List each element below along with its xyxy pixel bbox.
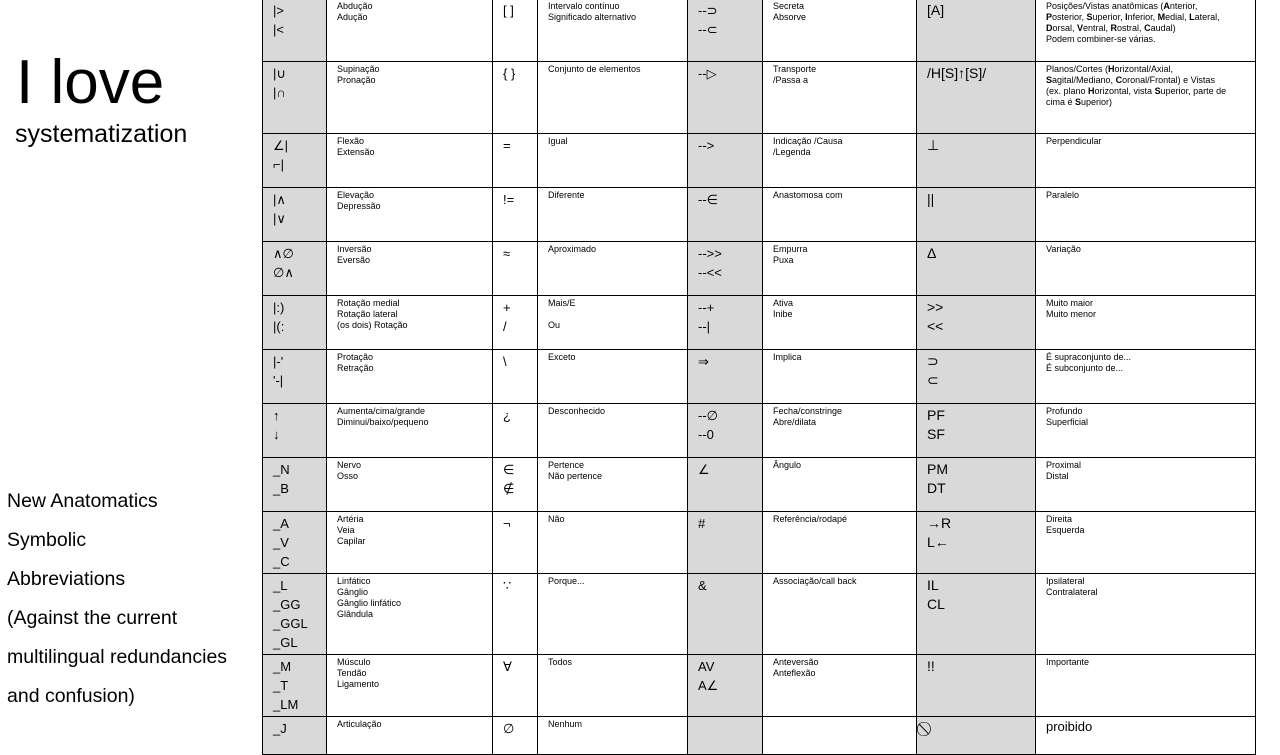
text-segment: nferior, (1127, 12, 1158, 22)
description-cell: Fecha/constringe Abre/dilata (763, 404, 917, 458)
table-row (263, 574, 1256, 655)
symbol-cell: = (493, 134, 538, 188)
symbol-cell: ⇒ (688, 350, 763, 404)
symbol-cell: IL CL (917, 574, 1036, 655)
description-cell: Direita Esquerda (1036, 512, 1256, 574)
bold-initial: V (1077, 23, 1084, 33)
description-cell: Elevação Depressão (327, 188, 493, 242)
description-cell: Perpendicular (1036, 134, 1256, 188)
description-cell: Anastomosa com (763, 188, 917, 242)
description-line (1046, 12, 1247, 23)
description-cell: Não (538, 512, 688, 574)
description-cell: Nervo Osso (327, 458, 493, 512)
description-cell: Exceto (538, 350, 688, 404)
caption-line: multilingual redundancies (7, 646, 228, 668)
description-line (1046, 64, 1247, 75)
text-segment: Planos/Cortes ( (1046, 64, 1109, 74)
description-cell: Paralelo (1036, 188, 1256, 242)
text-segment: orsal, (1052, 23, 1078, 33)
symbol-cell: PF SF (917, 404, 1036, 458)
caption-line: (Against the current (7, 607, 178, 629)
table-row (263, 296, 1256, 350)
description-cell: Referência/rodapé (763, 512, 917, 574)
bold-initial: H (1088, 86, 1095, 96)
description-cell: Implica (763, 350, 917, 404)
symbol-cell: & (688, 574, 763, 655)
bold-initial: C (1144, 23, 1151, 33)
symbol-cell: [A] (917, 0, 1036, 62)
bold-initial: R (1110, 23, 1118, 33)
caption-line: and confusion) (7, 685, 135, 707)
description-cell: Ativa Inibe (763, 296, 917, 350)
rich-description-cell (1036, 0, 1256, 62)
description-cell: Artéria Veia Capilar (327, 512, 493, 574)
symbol-cell: + / (493, 296, 538, 350)
description-cell: Indicação /Causa /Legenda (763, 134, 917, 188)
table-row (263, 717, 1256, 755)
table-row (263, 134, 1256, 188)
symbol-cell: /H[S]↑[S]/ (917, 62, 1036, 134)
description-cell: Músculo Tendão Ligamento (327, 655, 493, 717)
text-segment: uperior, (1092, 12, 1126, 22)
symbol-cell: ∠| ⌐| (263, 134, 327, 188)
description-cell (763, 717, 917, 755)
symbol-cell: |> |< (263, 0, 327, 62)
symbol-cell: _J (263, 717, 327, 755)
symbol-cell: { } (493, 62, 538, 134)
text-segment: orizontal, vista (1094, 86, 1155, 96)
table-row (263, 0, 1256, 62)
description-cell: Conjunto de elementos (538, 62, 688, 134)
symbol-cell: -->> --<< (688, 242, 763, 296)
bold-initial: A (1163, 1, 1170, 11)
text-segment: entral, (1083, 23, 1111, 33)
symbol-cell: >> << (917, 296, 1036, 350)
description-cell: Flexão Extensão (327, 134, 493, 188)
symbol-cell: --▷ (688, 62, 763, 134)
description-cell: Desconhecido (538, 404, 688, 458)
description-cell: Igual (538, 134, 688, 188)
symbol-cell: →R L← (917, 512, 1036, 574)
page-title: I love (16, 48, 165, 117)
symbol-cell: ⊥ (917, 134, 1036, 188)
symbol-cell: ⊃ ⊂ (917, 350, 1036, 404)
bold-initial: S (1046, 75, 1053, 85)
symbol-cell: _M _T _LM (263, 655, 327, 717)
description-cell: Associação/call back (763, 574, 917, 655)
description-cell: Pertence Não pertence (538, 458, 688, 512)
description-line (1046, 97, 1247, 108)
symbol-cell: \ (493, 350, 538, 404)
symbol-cell: || (917, 188, 1036, 242)
bold-initial: H (1108, 64, 1115, 74)
description-line (1046, 34, 1247, 45)
text-segment: osterior, (1052, 12, 1087, 22)
page-subtitle: systematization (15, 120, 188, 148)
symbol-cell (917, 717, 1036, 755)
text-segment: ateral, (1194, 12, 1220, 22)
symbol-cell: Δ (917, 242, 1036, 296)
text-segment: cima é (1046, 97, 1076, 107)
table-row (263, 188, 1256, 242)
text-segment: audal) (1150, 23, 1176, 33)
symbol-cell: |-' '-| (263, 350, 327, 404)
bold-initial: S (1075, 97, 1082, 107)
bold-initial: D (1046, 23, 1053, 33)
description-line (1046, 86, 1247, 97)
symbol-cell: --∈ (688, 188, 763, 242)
bold-initial: C (1115, 75, 1123, 85)
description-cell: Aproximado (538, 242, 688, 296)
caption-line: New Anatomatics (7, 490, 158, 512)
description-line (1046, 1, 1247, 12)
description-cell: Linfático Gânglio Gânglio linfático Glândula (327, 574, 493, 655)
table-row (263, 242, 1256, 296)
description-cell: Inversão Eversão (327, 242, 493, 296)
symbol-cell: _N _B (263, 458, 327, 512)
caption-block (7, 482, 227, 716)
symbol-cell: --∅ --0 (688, 404, 763, 458)
description-cell: Muito maior Muito menor (1036, 296, 1256, 350)
symbol-cell: ↑ ↓ (263, 404, 327, 458)
table-row (263, 350, 1256, 404)
symbol-cell: PM DT (917, 458, 1036, 512)
symbol-cell: ≈ (493, 242, 538, 296)
description-cell: Nenhum (538, 717, 688, 755)
description-cell: Importante (1036, 655, 1256, 717)
symbol-table (262, 0, 1256, 755)
symbol-cell: ∧∅ ∅∧ (263, 242, 327, 296)
text-segment: nterior, (1169, 1, 1198, 11)
symbol-cell: |∪ |∩ (263, 62, 327, 134)
description-cell: Intervalo contínuo Significado alternativo (538, 0, 688, 62)
caption-line: Symbolic (7, 529, 87, 551)
symbol-cell: |∧ |∨ (263, 188, 327, 242)
description-cell: Variação (1036, 242, 1256, 296)
symbol-cell: !! (917, 655, 1036, 717)
description-line (1046, 75, 1247, 86)
symbol-cell: --+ --| (688, 296, 763, 350)
bold-initial: M (1157, 12, 1166, 22)
symbol-cell: --> (688, 134, 763, 188)
description-cell: Abdução Adução (327, 0, 493, 62)
description-cell: Secreta Absorve (763, 0, 917, 62)
table-row (263, 62, 1256, 134)
text-segment: (ex. plano (1046, 86, 1089, 96)
symbol-cell: _A _V _C (263, 512, 327, 574)
description-cell: Mais/E Ou (538, 296, 688, 350)
description-cell: Aumenta/cima/grande Diminui/baixo/pequeno (327, 404, 493, 458)
description-cell: Porque... (538, 574, 688, 655)
symbol-cell: ∈ ∉ (493, 458, 538, 512)
symbol-cell: != (493, 188, 538, 242)
caption-line: Abbreviations (7, 568, 126, 590)
rich-description-cell (1036, 62, 1256, 134)
left-panel (0, 0, 262, 729)
symbol-cell: --⊃ --⊂ (688, 0, 763, 62)
text-segment: oronal/Frontal) e Vistas (1122, 75, 1215, 85)
symbol-cell (688, 717, 763, 755)
description-cell: Ângulo (763, 458, 917, 512)
description-cell: Supinação Pronação (327, 62, 493, 134)
table-row (263, 512, 1256, 574)
symbol-cell: |:) |(: (263, 296, 327, 350)
symbol-cell: ∠ (688, 458, 763, 512)
description-cell: proibido (1036, 717, 1256, 755)
description-line (1046, 23, 1247, 34)
text-segment: uperior, parte de (1160, 86, 1227, 96)
bold-initial: S (1154, 86, 1161, 96)
symbol-cell: # (688, 512, 763, 574)
description-cell: É supraconjunto de... É subconjunto de... (1036, 350, 1256, 404)
description-cell: Articulação (327, 717, 493, 755)
symbol-table-body (263, 0, 1256, 755)
symbol-cell: ∀ (493, 655, 538, 717)
description-cell: Ipsilateral Contralateral (1036, 574, 1256, 655)
table-row (263, 458, 1256, 512)
symbol-cell: ¬ (493, 512, 538, 574)
symbol-cell: _L _GG _GGL _GL (263, 574, 327, 655)
table-row (263, 655, 1256, 717)
text-segment: uperior) (1081, 97, 1113, 107)
description-cell: Diferente (538, 188, 688, 242)
symbol-cell: AV A∠ (688, 655, 763, 717)
bold-initial: S (1086, 12, 1093, 22)
description-cell: Todos (538, 655, 688, 717)
text-segment: edial, (1165, 12, 1190, 22)
symbol-cell: ∵ (493, 574, 538, 655)
symbol-cell: ∅ (493, 717, 538, 755)
table-row (263, 404, 1256, 458)
text-segment: Podem combiner-se várias. (1046, 34, 1156, 44)
bold-initial: L (1189, 12, 1195, 22)
text-segment: Posições/Vistas anatômicas ( (1046, 1, 1164, 11)
bold-initial: I (1125, 12, 1128, 22)
bold-initial: P (1046, 12, 1053, 22)
text-segment: orizontal/Axial, (1114, 64, 1174, 74)
symbol-cell: ¿ (493, 404, 538, 458)
description-cell: Protação Retração (327, 350, 493, 404)
text-segment: agital/Mediano, (1052, 75, 1116, 85)
description-cell: Proximal Distal (1036, 458, 1256, 512)
text-segment: ostral, (1117, 23, 1145, 33)
description-cell: Profundo Superficial (1036, 404, 1256, 458)
description-cell: Rotação medial Rotação lateral (os dois) Rotação (327, 296, 493, 350)
symbol-cell: [ ] (493, 0, 538, 62)
description-cell: Transporte /Passa a (763, 62, 917, 134)
description-cell: Empurra Puxa (763, 242, 917, 296)
description-cell: Anteversão Anteflexão (763, 655, 917, 717)
